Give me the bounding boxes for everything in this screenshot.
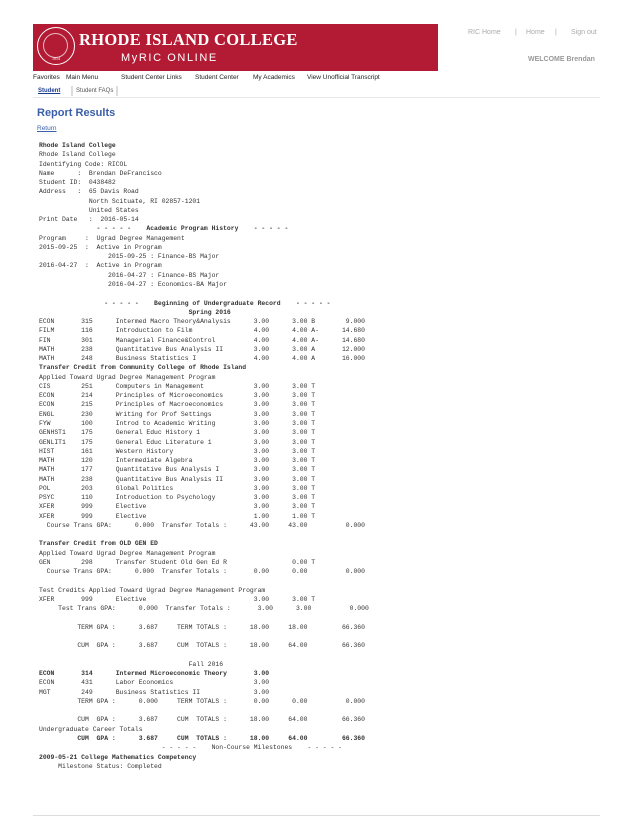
college-banner bbox=[33, 24, 438, 71]
report-line: Undergraduate Career Totals bbox=[39, 725, 143, 733]
report-line: Applied Toward Ugrad Degree Management Program bbox=[39, 549, 216, 557]
report-line: XFER 999 Elective 1.00 1.00 T bbox=[39, 512, 316, 520]
report-line: Course Trans GPA: 0.000 Transfer Totals : 43.00 43.00 0.000 bbox=[39, 521, 365, 529]
brand-name: RHODE ISLAND COLLEGE bbox=[79, 30, 298, 49]
report-line: Name : Brendan DeFrancisco bbox=[39, 169, 162, 177]
report-line: CIS 251 Computers in Management 3.00 3.00 T bbox=[39, 382, 316, 390]
report-line: HIST 161 Western History 3.00 3.00 T bbox=[39, 447, 316, 455]
menu-view-unofficial-transcript[interactable]: View Unofficial Transcript bbox=[307, 74, 380, 81]
report-line: ECON 215 Principles of Macroeconomics 3.00 3.00 T bbox=[39, 401, 316, 409]
transcript-report bbox=[39, 141, 599, 771]
report-line: MATH 248 Business Statistics I 4.00 4.00 A 16.000 bbox=[39, 355, 365, 363]
menu-student-center-links[interactable]: Student Center Links bbox=[121, 74, 182, 81]
report-line: Rhode Island College bbox=[39, 151, 116, 159]
report-line: CUM GPA : 3.687 CUM TOTALS : 18.00 64.00 66.360 bbox=[39, 642, 365, 650]
report-line: ECON 431 Labor Economics 3.00 bbox=[39, 679, 270, 687]
report-line: FIN 301 Managerial Finance&Control 4.00 4.00 A- 14.680 bbox=[39, 336, 365, 344]
report-line: - - - - - Beginning of Undergraduate Record - - - - - bbox=[39, 299, 331, 307]
report-line: GENHST1 175 General Educ History 1 3.00 3.00 T bbox=[39, 429, 316, 437]
report-line bbox=[39, 706, 599, 715]
report-line: 2016-04-27 : Economics-BA Major bbox=[39, 280, 227, 288]
return-link[interactable]: Return bbox=[37, 125, 57, 132]
tab-student[interactable]: Student bbox=[38, 88, 61, 94]
report-line: CUM GPA : 3.687 CUM TOTALS : 18.00 64.00 66.360 bbox=[39, 735, 365, 742]
tab-divider bbox=[33, 97, 600, 98]
report-line: MATH 120 Intermediate Algebra 3.00 3.00 T bbox=[39, 457, 316, 465]
menu-favorites[interactable]: Favorites bbox=[33, 74, 60, 81]
report-line bbox=[39, 576, 599, 585]
report-line: XFER 999 Elective 3.00 3.00 T bbox=[39, 596, 316, 604]
report-line: ECON 314 Intermed Microeconomic Theory 3.00 bbox=[39, 670, 270, 678]
ric-home-link[interactable]: RIC Home bbox=[468, 29, 501, 36]
report-line: TERM GPA : 0.000 TERM TOTALS : 0.00 0.00 0.000 bbox=[39, 697, 365, 705]
sign-out-link[interactable]: Sign out bbox=[571, 29, 597, 36]
report-line: GEN 298 Transfer Student Old Gen Ed R 0.00 T bbox=[39, 558, 316, 566]
report-line: Print Date : 2016-05-14 bbox=[39, 216, 139, 224]
report-line: FYW 100 Introd to Academic Writing 3.00 3.00 T bbox=[39, 419, 316, 427]
bottom-divider bbox=[33, 815, 600, 816]
welcome-message: WELCOME Brendan bbox=[528, 56, 595, 63]
report-line: 2015-09-25 : Finance-BS Major bbox=[39, 253, 220, 261]
report-line: ECON 214 Principles of Microeconomics 3.00 3.00 T bbox=[39, 392, 316, 400]
report-line: 2009-05-21 College Mathematics Competency bbox=[39, 753, 197, 761]
report-line: United States bbox=[39, 206, 139, 214]
report-line: 2016-04-27 : Finance-BS Major bbox=[39, 271, 220, 279]
menu-my-academics[interactable]: My Academics bbox=[253, 74, 295, 81]
report-line bbox=[39, 632, 599, 641]
report-line: Milestone Status: Completed bbox=[39, 762, 162, 770]
menu-main-menu[interactable]: Main Menu bbox=[66, 74, 99, 81]
report-line: Fall 2016 bbox=[39, 660, 224, 668]
report-line: Applied Toward Ugrad Degree Management Program bbox=[39, 373, 216, 381]
report-line: POL 203 Global Politics 3.00 3.00 T bbox=[39, 484, 316, 492]
report-line: Test Trans GPA: 0.000 Transfer Totals : 3.00 3.00 0.000 bbox=[39, 605, 369, 613]
report-line: Rhode Island College bbox=[39, 142, 116, 149]
college-seal-icon bbox=[37, 27, 75, 65]
main-menu-bar bbox=[33, 73, 600, 84]
tab-student-faqs[interactable]: Student FAQs bbox=[71, 86, 118, 96]
report-line: TERM GPA : 3.687 TERM TOTALS : 18.00 18.00 66.360 bbox=[39, 623, 365, 631]
home-link[interactable]: Home bbox=[526, 29, 545, 36]
report-line: MGT 249 Business Statistics II 3.00 bbox=[39, 688, 270, 696]
report-line: CUM GPA : 3.687 CUM TOTALS : 18.00 64.00 66.360 bbox=[39, 716, 365, 724]
report-line: ECON 315 Intermed Macro Theory&Analysis 3.00 3.00 B 9.000 bbox=[39, 318, 365, 326]
brand-subtitle: MyRIC ONLINE bbox=[121, 52, 218, 64]
report-line: MATH 177 Quantitative Bus Analysis I 3.00 3.00 T bbox=[39, 466, 316, 474]
report-line bbox=[39, 289, 599, 298]
report-line bbox=[39, 614, 599, 623]
report-line: PSYC 110 Introduction to Psychology 3.00 3.00 T bbox=[39, 494, 316, 502]
report-line: MATH 238 Quantitative Bus Analysis II 3.00 3.00 A 12.000 bbox=[39, 345, 365, 353]
seal-year: 1854 bbox=[52, 56, 60, 61]
report-line: Course Trans GPA: 0.000 Transfer Totals : 0.00 0.00 0.000 bbox=[39, 568, 365, 576]
report-line: Transfer Credit from OLD GEN ED bbox=[39, 540, 158, 548]
report-line: XFER 999 Elective 3.00 3.00 T bbox=[39, 503, 316, 511]
top-link-separator: | bbox=[555, 29, 557, 36]
report-line: North Scituate, RI 02857-1201 bbox=[39, 197, 201, 205]
report-line bbox=[39, 651, 599, 660]
report-line: Spring 2016 bbox=[39, 308, 231, 316]
report-line: Transfer Credit from Community College of Rhode Island bbox=[39, 364, 247, 372]
report-line: - - - - - Academic Program History - - - - - bbox=[39, 225, 289, 233]
menu-student-center[interactable]: Student Center bbox=[195, 74, 239, 81]
report-line: Student ID: 0438482 bbox=[39, 179, 116, 187]
report-line bbox=[39, 530, 599, 539]
report-line: MATH 238 Quantitative Bus Analysis II 3.00 3.00 T bbox=[39, 475, 316, 483]
report-line: ENGL 230 Writing for Prof Settings 3.00 3.00 T bbox=[39, 410, 316, 418]
top-link-separator: | bbox=[515, 29, 517, 36]
report-line: FILM 116 Introduction to Film 4.00 4.00 A- 14.680 bbox=[39, 327, 365, 335]
report-line: GENLIT1 175 General Educ Literature 1 3.00 3.00 T bbox=[39, 438, 316, 446]
report-line: 2016-04-27 : Active in Program bbox=[39, 262, 162, 270]
report-line: Program : Ugrad Degree Management bbox=[39, 234, 185, 242]
report-line: - - - - - Non-Course Milestones - - - - - bbox=[39, 744, 342, 752]
report-line: Identifying Code: RICOL bbox=[39, 160, 128, 168]
page-title: Report Results bbox=[37, 107, 116, 119]
report-line: Test Credits Applied Toward Ugrad Degree Management Program bbox=[39, 586, 266, 594]
report-line: Address : 65 Davis Road bbox=[39, 188, 139, 196]
report-line: 2015-09-25 : Active in Program bbox=[39, 243, 162, 251]
